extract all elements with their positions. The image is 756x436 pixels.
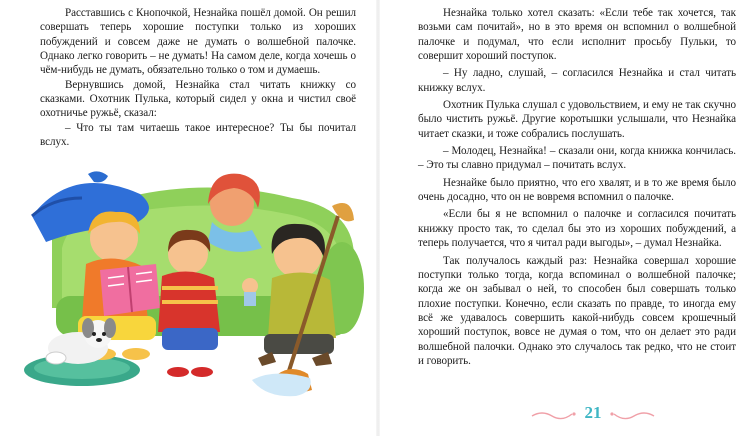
- paragraph: Незнайка только хотел сказать: «Если тебе так хочется, так возьми сам почитай», но в это время он вспомнил о волшебной палочке и подумал, что если исполнит просьбу Пульки, то совершит хороший поступок.: [418, 7, 736, 63]
- page-number: 21: [584, 403, 602, 422]
- right-page-text: [418, 6, 736, 368]
- left-page-text: [40, 6, 356, 149]
- paragraph: Расставшись с Кнопочкой, Незнайка пошёл домой. Он решил совершать теперь хорошие поступки только из хороших побуждений и совсем даже не думать о волшебной палочке. Однако легко говорить – не думать! На самом деле, когда хочешь о чём-нибудь не думать, обязательно только о том и думаешь.: [40, 7, 356, 77]
- paragraph: Охотник Пулька слушал с удовольствием, и ему не так скучно было чистить ружьё. Другие коротышки услышали, что Незнайка читает сказки, и тоже собрались послушать.: [418, 99, 736, 140]
- paragraph: Незнайке было приятно, что его хвалят, и в то же время было очень досадно, что он не вовремя вспомнил о палочке.: [418, 176, 736, 204]
- right-page: [378, 0, 756, 436]
- paragraph: – Ну ладно, слушай, – согласился Незнайка и стал читать книжку вслух.: [418, 67, 736, 94]
- page-number-ornament: [528, 402, 658, 426]
- paragraph: Так получалось каждый раз: Незнайка совершал хорошие поступки только тогда, когда вспоминал о волшебной палочке; когда же он забывал о ней, то способен был совершать только плохие поступки. Конечно, если сказать по правде, то иногда ему всё же удавалось совершить какой-нибудь совсем крошечный хороший поступок, вовсе не думая о том, что он делает это ради волшебной палочки. Однако это случалось так редко, что не стоит и говорить.: [418, 254, 736, 367]
- paragraph: – Что ты там читаешь такое интересное? Ты бы почитал вслух.: [40, 121, 356, 149]
- children-reading-book-illustration: [12, 168, 376, 400]
- paragraph: Вернувшись домой, Незнайка стал читать книжку со сказками. Охотник Пулька, который сидел у окна и чистил своё охотничье ружьё, сказал:: [40, 78, 356, 120]
- paragraph: «Если бы я не вспомнил о палочке и согласился почитать книжку просто так, то сделал бы это из хороших побуждений, а теперь получается, что я читал ради выгоды», – думал Незнайка.: [418, 208, 736, 250]
- paragraph: – Молодец, Незнайка! – сказали они, когда книжка кончилась. – Это ты славно придумал – почитать вслух.: [418, 145, 736, 172]
